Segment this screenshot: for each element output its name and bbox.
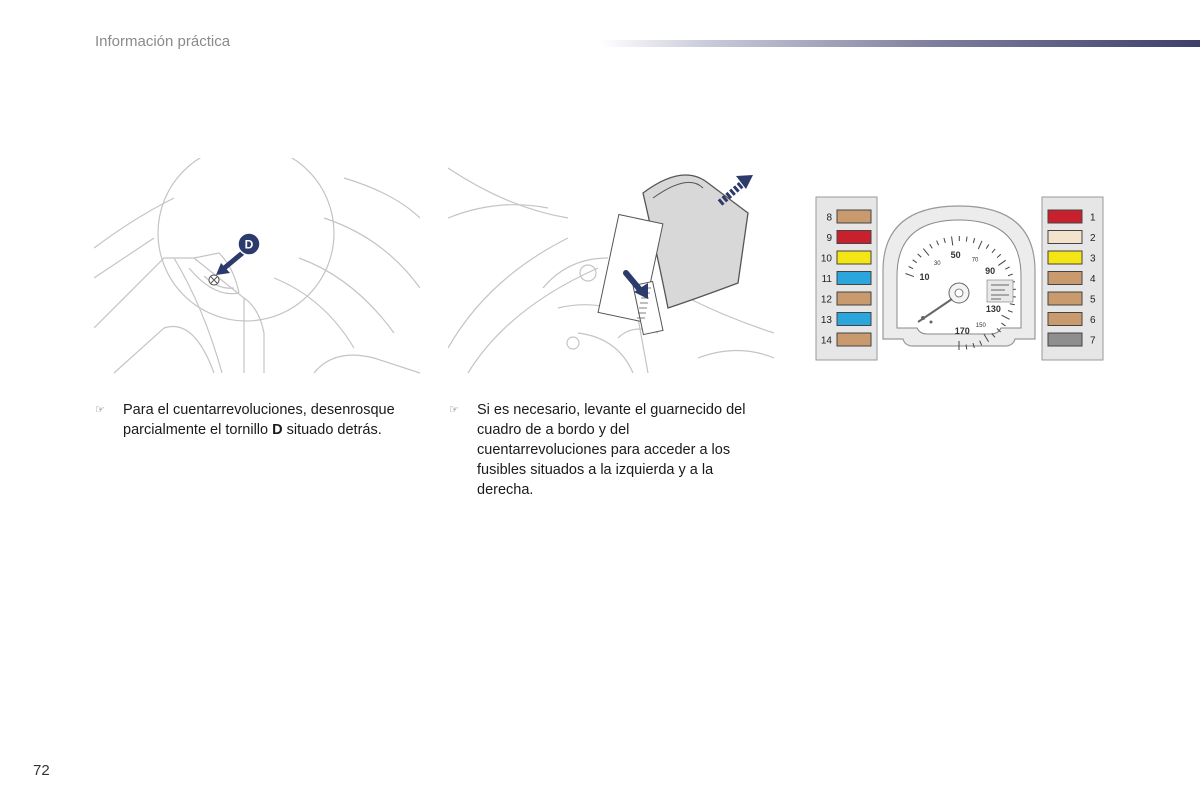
fuse-3-swatch bbox=[1048, 251, 1082, 264]
fuse-8-number: 8 bbox=[826, 212, 832, 224]
fuse-1-number: 1 bbox=[1090, 212, 1096, 224]
fuse-7-number: 7 bbox=[1090, 335, 1096, 347]
speed-mark: 90 bbox=[985, 266, 996, 277]
instrument-cluster bbox=[883, 206, 1035, 350]
fuse-1-swatch bbox=[1048, 210, 1082, 223]
speed-mark: 30 bbox=[933, 260, 941, 267]
fuse-14-number: 14 bbox=[820, 335, 832, 347]
instruction-1 bbox=[95, 400, 425, 444]
tachometer-screw-illustration bbox=[94, 158, 420, 378]
fuse-13-number: 13 bbox=[820, 315, 832, 326]
speed-mark: 50 bbox=[950, 250, 961, 261]
fuse-8-swatch bbox=[837, 210, 871, 223]
fuse-11-swatch bbox=[837, 272, 871, 285]
dashboard-trim-illustration bbox=[448, 158, 774, 378]
screw-d-ref: D bbox=[272, 422, 283, 438]
screw-d-icon bbox=[209, 275, 219, 285]
fuse-4-swatch bbox=[1048, 272, 1082, 285]
fuse-6-number: 6 bbox=[1090, 315, 1096, 326]
fuse-12 bbox=[821, 292, 871, 306]
fuse-14-swatch bbox=[837, 333, 871, 346]
fuse-11 bbox=[822, 272, 871, 286]
fuse-9-number: 9 bbox=[826, 233, 832, 244]
callout-d-label: D bbox=[244, 237, 254, 252]
fuse-14 bbox=[821, 333, 871, 347]
header-gradient-bar bbox=[600, 40, 1200, 47]
speed-mark: 70 bbox=[971, 257, 979, 264]
fuse-11-number: 11 bbox=[821, 274, 832, 285]
fuse-12-number: 12 bbox=[820, 294, 832, 306]
fuse-2-swatch bbox=[1048, 231, 1082, 244]
speed-mark: 10 bbox=[919, 271, 930, 282]
fuse-9-swatch bbox=[837, 231, 871, 244]
speed-mark: 170 bbox=[954, 325, 970, 336]
fuse-2-number: 2 bbox=[1090, 233, 1096, 244]
fuse-10-swatch bbox=[837, 251, 871, 264]
fuse-13-swatch bbox=[837, 313, 871, 326]
fuse-6-swatch bbox=[1048, 313, 1082, 326]
instruction-1-text: Para el cuentarrevoluciones, desenrosque parcialmente el tornillo D situado detrás. bbox=[123, 402, 395, 438]
pointing-hand-icon: ☞ bbox=[95, 403, 105, 416]
fuse-5-swatch bbox=[1048, 292, 1082, 305]
speed-mark: 150 bbox=[975, 323, 986, 330]
fuse-layout-diagram bbox=[815, 196, 1105, 362]
fuse-5-number: 5 bbox=[1090, 294, 1096, 306]
fuse-10 bbox=[821, 251, 871, 265]
lift-arrow-icon bbox=[720, 175, 753, 203]
fuse-12-swatch bbox=[837, 292, 871, 305]
fuse-13 bbox=[821, 313, 871, 327]
fuse-3-number: 3 bbox=[1090, 253, 1096, 265]
section-title: Información práctica bbox=[95, 33, 231, 50]
speed-mark: 130 bbox=[985, 304, 1001, 315]
instruction-2 bbox=[449, 400, 759, 504]
pointing-hand-icon: ☞ bbox=[449, 403, 459, 416]
fuse-7-swatch bbox=[1048, 333, 1082, 346]
page-number: 72 bbox=[33, 762, 50, 779]
fuse-10-number: 10 bbox=[820, 253, 832, 265]
instruction-2-text: Si es necesario, levante el guarnecido del cuadro de a bordo y del cuentarrevoluciones para acceder a los fusibles situados a la izquierda y a la derecha. bbox=[477, 402, 746, 498]
fuse-4-number: 4 bbox=[1090, 274, 1096, 285]
